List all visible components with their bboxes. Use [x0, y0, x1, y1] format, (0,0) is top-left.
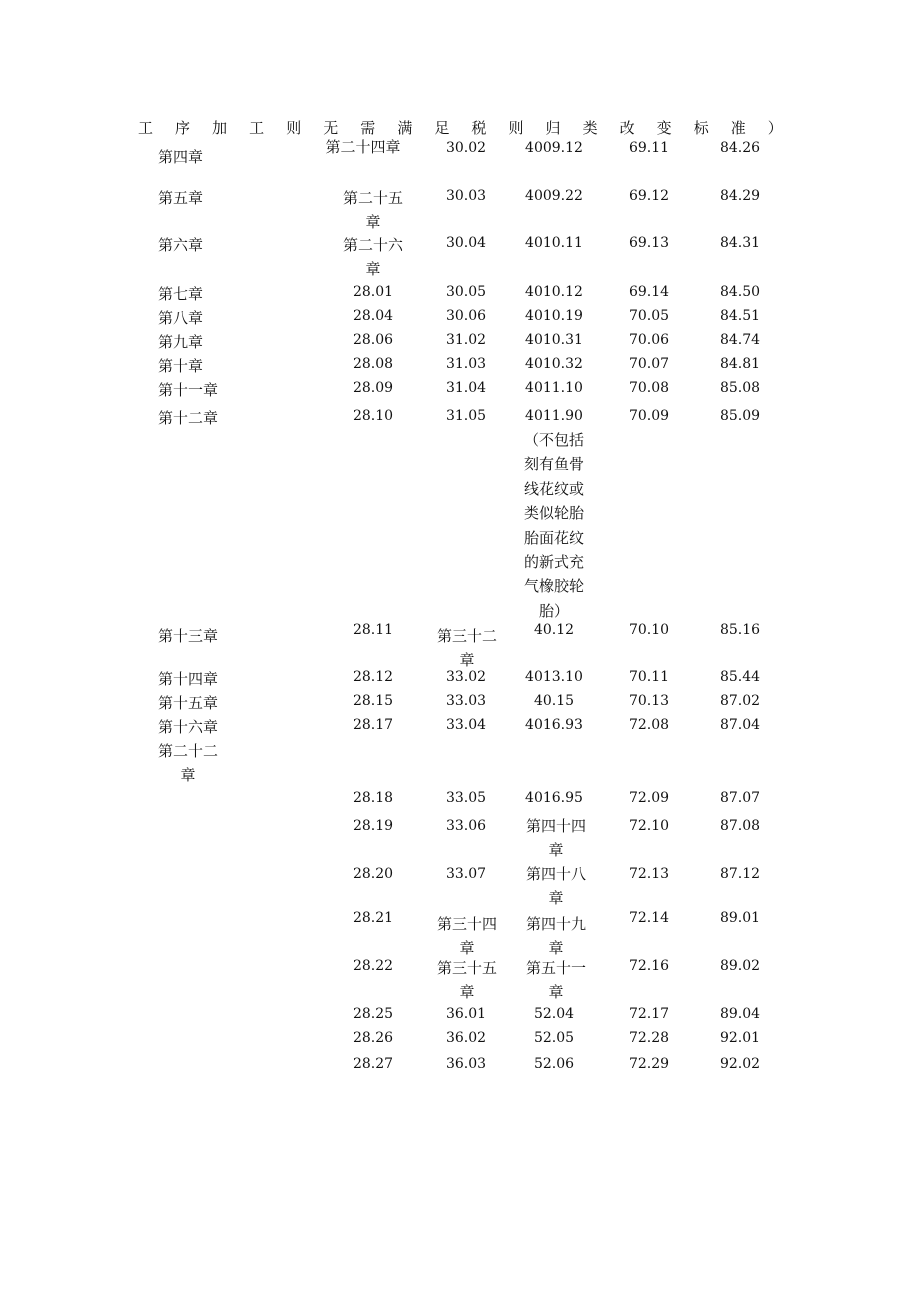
heading-char: 改 — [619, 119, 635, 137]
table-cell-c6: 84.26 — [719, 140, 761, 156]
heading-char: 准 — [730, 119, 746, 137]
table-cell-c4: 4011.10 — [525, 380, 583, 396]
table-cell-c5: 70.07 — [628, 356, 670, 372]
table-cell-c3: 31.05 — [445, 408, 487, 424]
cell-note: （不包括刻有鱼骨线花纹或类似轮胎胎面花纹的新式充气橡胶轮胎） — [523, 431, 584, 620]
table-cell-c6: 89.02 — [719, 958, 761, 974]
table-cell-c6: 85.09 — [719, 408, 761, 424]
table-cell-c2: 28.27 — [352, 1056, 394, 1072]
table-cell-c3: 33.07 — [445, 866, 487, 882]
table-cell-c3: 33.04 — [445, 717, 487, 733]
table-cell-c3: 30.05 — [445, 284, 487, 300]
table-cell-c6: 84.29 — [719, 188, 761, 204]
table-cell-c2: 28.26 — [352, 1030, 394, 1046]
table-cell-c3: 30.02 — [445, 140, 487, 156]
table-cell-c2: 28.15 — [352, 693, 394, 709]
table-cell-c6: 92.01 — [719, 1030, 761, 1046]
table-cell-c5: 72.13 — [628, 866, 670, 882]
heading-char: 变 — [656, 119, 672, 137]
table-cell-c5: 70.06 — [628, 332, 670, 348]
table-cell-c6: 87.04 — [719, 717, 761, 733]
table-cell-c6: 84.51 — [719, 308, 761, 324]
table-cell-c2: 28.09 — [352, 380, 394, 396]
table-cell-c2: 第二十五章 — [342, 189, 403, 231]
table-cell-c6: 85.08 — [719, 380, 761, 396]
table-cell-c4: 4013.10 — [525, 669, 583, 685]
table-cell-c3: 33.03 — [445, 693, 487, 709]
table-cell-c6: 87.12 — [719, 866, 761, 882]
table-cell-c5: 72.16 — [628, 958, 670, 974]
table-cell-c1: 第二十二章 — [157, 742, 218, 784]
table-cell-c6: 85.16 — [719, 622, 761, 638]
table-cell-c2: 28.18 — [352, 790, 394, 806]
table-cell-c5: 72.28 — [628, 1030, 670, 1046]
table-cell-c1: 第八章 — [158, 309, 204, 327]
table-cell-c4: 4010.31 — [525, 332, 583, 348]
heading-char: 则 — [508, 119, 524, 137]
table-cell-c6: 84.81 — [719, 356, 761, 372]
table-cell-c2: 28.12 — [352, 669, 394, 685]
table-cell-c5: 72.29 — [628, 1056, 670, 1072]
table-cell-c2: 28.22 — [352, 958, 394, 974]
table-cell-c5: 72.09 — [628, 790, 670, 806]
table-cell-c1: 第十四章 — [158, 670, 219, 688]
table-cell-c1: 第十五章 — [158, 694, 219, 712]
heading-char: 归 — [545, 119, 561, 137]
table-cell-c2: 28.17 — [352, 717, 394, 733]
table-cell-c2: 28.08 — [352, 356, 394, 372]
table-cell-c5: 70.13 — [628, 693, 670, 709]
table-cell-c2: 28.21 — [352, 910, 394, 926]
table-cell-c3: 33.02 — [445, 669, 487, 685]
table-cell-c1: 第九章 — [158, 333, 204, 351]
table-cell-c4: 4016.93 — [525, 717, 583, 733]
table-cell-c3: 30.04 — [445, 235, 487, 251]
table-cell-c1: 第四章 — [158, 148, 204, 166]
table-cell-c5: 70.11 — [628, 669, 670, 685]
table-cell-c6: 84.50 — [719, 284, 761, 300]
table-cell-c5: 72.17 — [628, 1006, 670, 1022]
heading-char: 工 — [249, 119, 265, 137]
table-cell-c3: 30.03 — [445, 188, 487, 204]
cell-code: 4011.90 — [525, 408, 583, 424]
heading-char: 工 — [138, 119, 154, 137]
heading-char: ） — [767, 119, 783, 137]
table-cell-c5: 69.12 — [628, 188, 670, 204]
table-cell-c3: 第三十五章 — [436, 959, 497, 1001]
table-cell-c3: 第三十二章 — [436, 627, 497, 669]
heading-char: 加 — [212, 119, 228, 137]
table-cell-c1: 第十章 — [158, 357, 204, 375]
table-cell-c6: 84.74 — [719, 332, 761, 348]
table-cell-c4: 52.06 — [533, 1056, 575, 1072]
table-cell-c3: 31.02 — [445, 332, 487, 348]
table-cell-c1: 第五章 — [158, 189, 204, 207]
table-cell-c4: 第四十四章 — [525, 817, 586, 859]
table-cell-c2: 28.06 — [352, 332, 394, 348]
table-cell-c2: 28.25 — [352, 1006, 394, 1022]
table-cell-c4: 4009.12 — [525, 140, 583, 156]
table-cell-c4: 4009.22 — [525, 188, 583, 204]
table-cell-c4: 4010.19 — [525, 308, 583, 324]
heading-char: 标 — [693, 119, 709, 137]
table-cell-c1: 第七章 — [158, 285, 204, 303]
table-cell-c3: 36.01 — [445, 1006, 487, 1022]
table-cell-c5: 69.11 — [628, 140, 670, 156]
table-cell — [516, 404, 592, 623]
table-cell-c2: 28.20 — [352, 866, 394, 882]
heading-char: 类 — [582, 119, 598, 137]
heading-char: 足 — [434, 119, 450, 137]
table-cell-c3: 36.03 — [445, 1056, 487, 1072]
heading-char: 需 — [360, 119, 376, 137]
table-cell-c5: 69.13 — [628, 235, 670, 251]
table-cell-c6: 92.02 — [719, 1056, 761, 1072]
table-cell-c4: 第四十九章 — [525, 915, 586, 957]
heading-char: 序 — [175, 119, 191, 137]
table-cell-c1: 第十三章 — [158, 627, 219, 645]
table-cell-c4: 第五十一章 — [525, 959, 586, 1001]
table-cell-c5: 69.14 — [628, 284, 670, 300]
table-cell-c6: 87.08 — [719, 818, 761, 834]
table-cell-c5: 72.08 — [628, 717, 670, 733]
table-cell-c6: 87.07 — [719, 790, 761, 806]
table-cell-c3: 33.06 — [445, 818, 487, 834]
table-cell-c2: 第二十六章 — [342, 236, 403, 278]
table-cell-c2: 28.10 — [352, 408, 394, 424]
table-cell-c2: 28.01 — [352, 284, 394, 300]
table-cell-c6: 89.01 — [719, 910, 761, 926]
table-cell-c5: 72.10 — [628, 818, 670, 834]
table-cell-c1: 第十二章 — [158, 409, 219, 427]
table-cell-c1: 第六章 — [158, 236, 204, 254]
table-cell-c6: 87.02 — [719, 693, 761, 709]
table-cell-c4: 4016.95 — [525, 790, 583, 806]
table-cell-c4: 4010.12 — [525, 284, 583, 300]
table-cell-c2: 28.19 — [352, 818, 394, 834]
table-cell-c1: 第十六章 — [158, 718, 219, 736]
table-cell-c4: 40.15 — [533, 693, 575, 709]
table-cell-c2: 28.11 — [352, 622, 394, 638]
table-cell-c3: 30.06 — [445, 308, 487, 324]
section-heading — [138, 117, 783, 138]
heading-char: 无 — [323, 119, 339, 137]
table-cell-c4: 4010.11 — [525, 235, 583, 251]
table-cell-c4: 52.04 — [533, 1006, 575, 1022]
table-cell-c4: 52.05 — [533, 1030, 575, 1046]
table-cell-c3: 31.03 — [445, 356, 487, 372]
heading-char: 税 — [471, 119, 487, 137]
table-cell-c6: 89.04 — [719, 1006, 761, 1022]
table-cell-c6: 84.31 — [719, 235, 761, 251]
table-cell-c3: 31.04 — [445, 380, 487, 396]
table-cell-c3: 33.05 — [445, 790, 487, 806]
table-cell-c4: 第四十八章 — [525, 865, 586, 907]
table-cell-c3: 第三十四章 — [436, 915, 497, 957]
table-cell-c6: 85.44 — [719, 669, 761, 685]
table-cell-c4: 40.12 — [533, 622, 575, 638]
table-cell-c5: 70.10 — [628, 622, 670, 638]
table-cell-c5: 72.14 — [628, 910, 670, 926]
table-cell-c2: 第二十四章 — [325, 138, 401, 156]
table-cell-c1: 第十一章 — [158, 381, 219, 399]
table-cell-c5: 70.08 — [628, 380, 670, 396]
table-cell-c4: 4010.32 — [525, 356, 583, 372]
heading-char: 则 — [286, 119, 302, 137]
table-cell-c3: 36.02 — [445, 1030, 487, 1046]
table-cell-c2: 28.04 — [352, 308, 394, 324]
heading-char: 满 — [397, 119, 413, 137]
table-cell-c5: 70.05 — [628, 308, 670, 324]
table-cell-c5: 70.09 — [628, 408, 670, 424]
